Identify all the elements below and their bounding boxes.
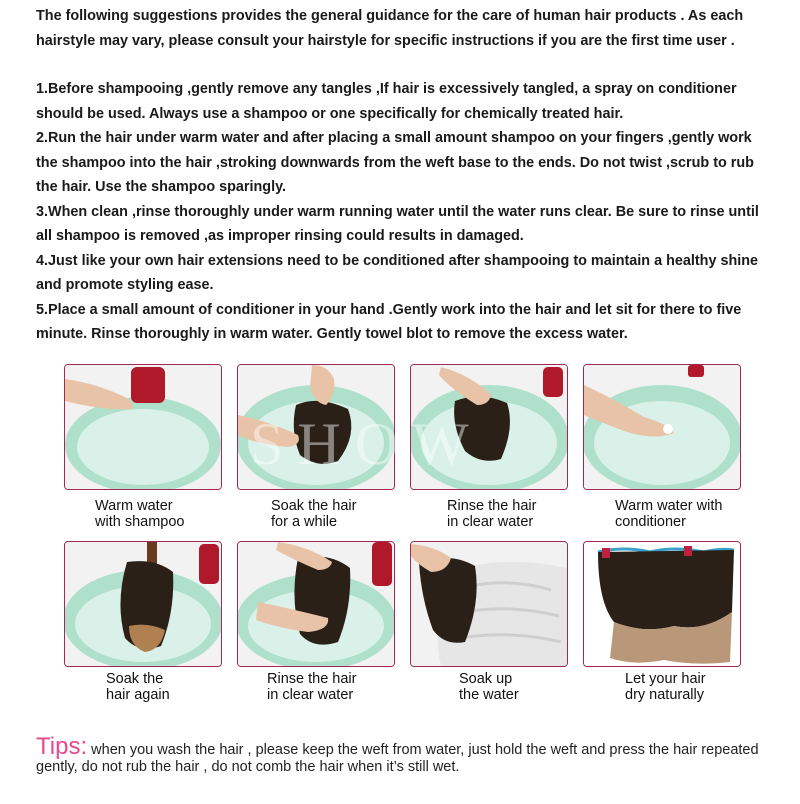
photo-dry xyxy=(583,541,741,667)
photo-conditioner xyxy=(583,364,741,490)
caption-3-line-1: Rinse the hair xyxy=(447,498,537,514)
towel-image xyxy=(411,542,567,666)
basin-shampoo-image xyxy=(65,365,221,489)
caption-8-line-2: dry naturally xyxy=(625,686,704,703)
basin-soak-again-image xyxy=(65,542,221,666)
caption-6 xyxy=(267,672,437,703)
caption-6-line-1: Rinse the hair xyxy=(267,671,357,687)
basin-rinse-again-image xyxy=(238,542,394,666)
caption-7 xyxy=(459,672,629,703)
caption-8 xyxy=(625,672,795,703)
caption-5-line-2: hair again xyxy=(106,686,170,703)
step-3: 3.When clean ,rinse thoroughly under warm running water until the water runs clear. Be sure to rinse until all shampoo is removed ,as improper rinsing could results in damaged. xyxy=(36,203,759,244)
caption-7-line-1: Soak up xyxy=(459,671,513,687)
tips-note xyxy=(36,733,776,776)
care-steps xyxy=(36,77,776,347)
caption-5 xyxy=(106,672,276,703)
step-2: 2.Run the hair under warm water and after placing a small amount shampoo on your fingers ,gently work the shampoo into the hair ,stroking downwards from the weft base to the ends. Do not twist ,scrub to rub the hair. Use the shampoo sparingly. xyxy=(36,130,754,195)
step-4: 4.Just like your own hair extensions need to be conditioned after shampooing to maintain a healthy shine and promote styling ease. xyxy=(36,252,759,293)
caption-4-line-1: Warm water with xyxy=(615,498,723,514)
caption-3 xyxy=(447,499,617,530)
caption-5-line-1: Soak the xyxy=(106,671,164,687)
watermark-logo: SHOW xyxy=(250,411,483,477)
photo-towel xyxy=(410,541,568,667)
basin-rinse-image xyxy=(411,365,567,489)
caption-1-line-1: Warm water xyxy=(95,498,173,514)
caption-3-line-2: in clear water xyxy=(447,513,534,530)
photo-soak-again xyxy=(64,541,222,667)
caption-2-line-2: for a while xyxy=(271,513,338,530)
basin-soak-image xyxy=(238,365,394,489)
photo-soak-hair xyxy=(237,364,395,490)
photo-rinse-hair xyxy=(410,364,568,490)
tips-text: when you wash the hair , please keep the weft from water, just hold the weft and press the hair repeated gently, do not rub the hair , do not comb the hair when it’s still wet. xyxy=(36,742,759,775)
caption-6-line-2: in clear water xyxy=(267,686,354,703)
photo-rinse-again xyxy=(237,541,395,667)
basin-conditioner-image xyxy=(584,365,740,489)
step-5: 5.Place a small amount of conditioner in your hand .Gently work into the hair and let sit for there to five minute. Rinse thoroughly in warm water. Gently towel blot to remove the excess water. xyxy=(36,301,742,342)
photo-warm-water-shampoo xyxy=(64,364,222,490)
caption-4-line-2: conditioner xyxy=(615,513,686,530)
tips-label: Tips: xyxy=(36,733,88,760)
caption-8-line-1: Let your hair xyxy=(625,671,706,687)
caption-1 xyxy=(95,499,265,530)
intro-paragraph: The following suggestions provides the general guidance for the care of human hair products . As each hairstyle may vary, please consult your hairstyle for specific instructions if you are the first time user . xyxy=(36,8,744,49)
caption-2 xyxy=(271,499,441,530)
caption-1-line-2: with shampoo xyxy=(95,513,185,530)
hanging-hair-image xyxy=(584,542,740,666)
caption-2-line-1: Soak the hair xyxy=(271,498,357,514)
caption-4 xyxy=(615,499,785,530)
caption-7-line-2: the water xyxy=(459,686,519,703)
step-1: 1.Before shampooing ,gently remove any tangles ,If hair is excessively tangled, a spray on conditioner should be used. Always use a shampoo or one specifically for chemically treated hair. xyxy=(36,81,737,122)
